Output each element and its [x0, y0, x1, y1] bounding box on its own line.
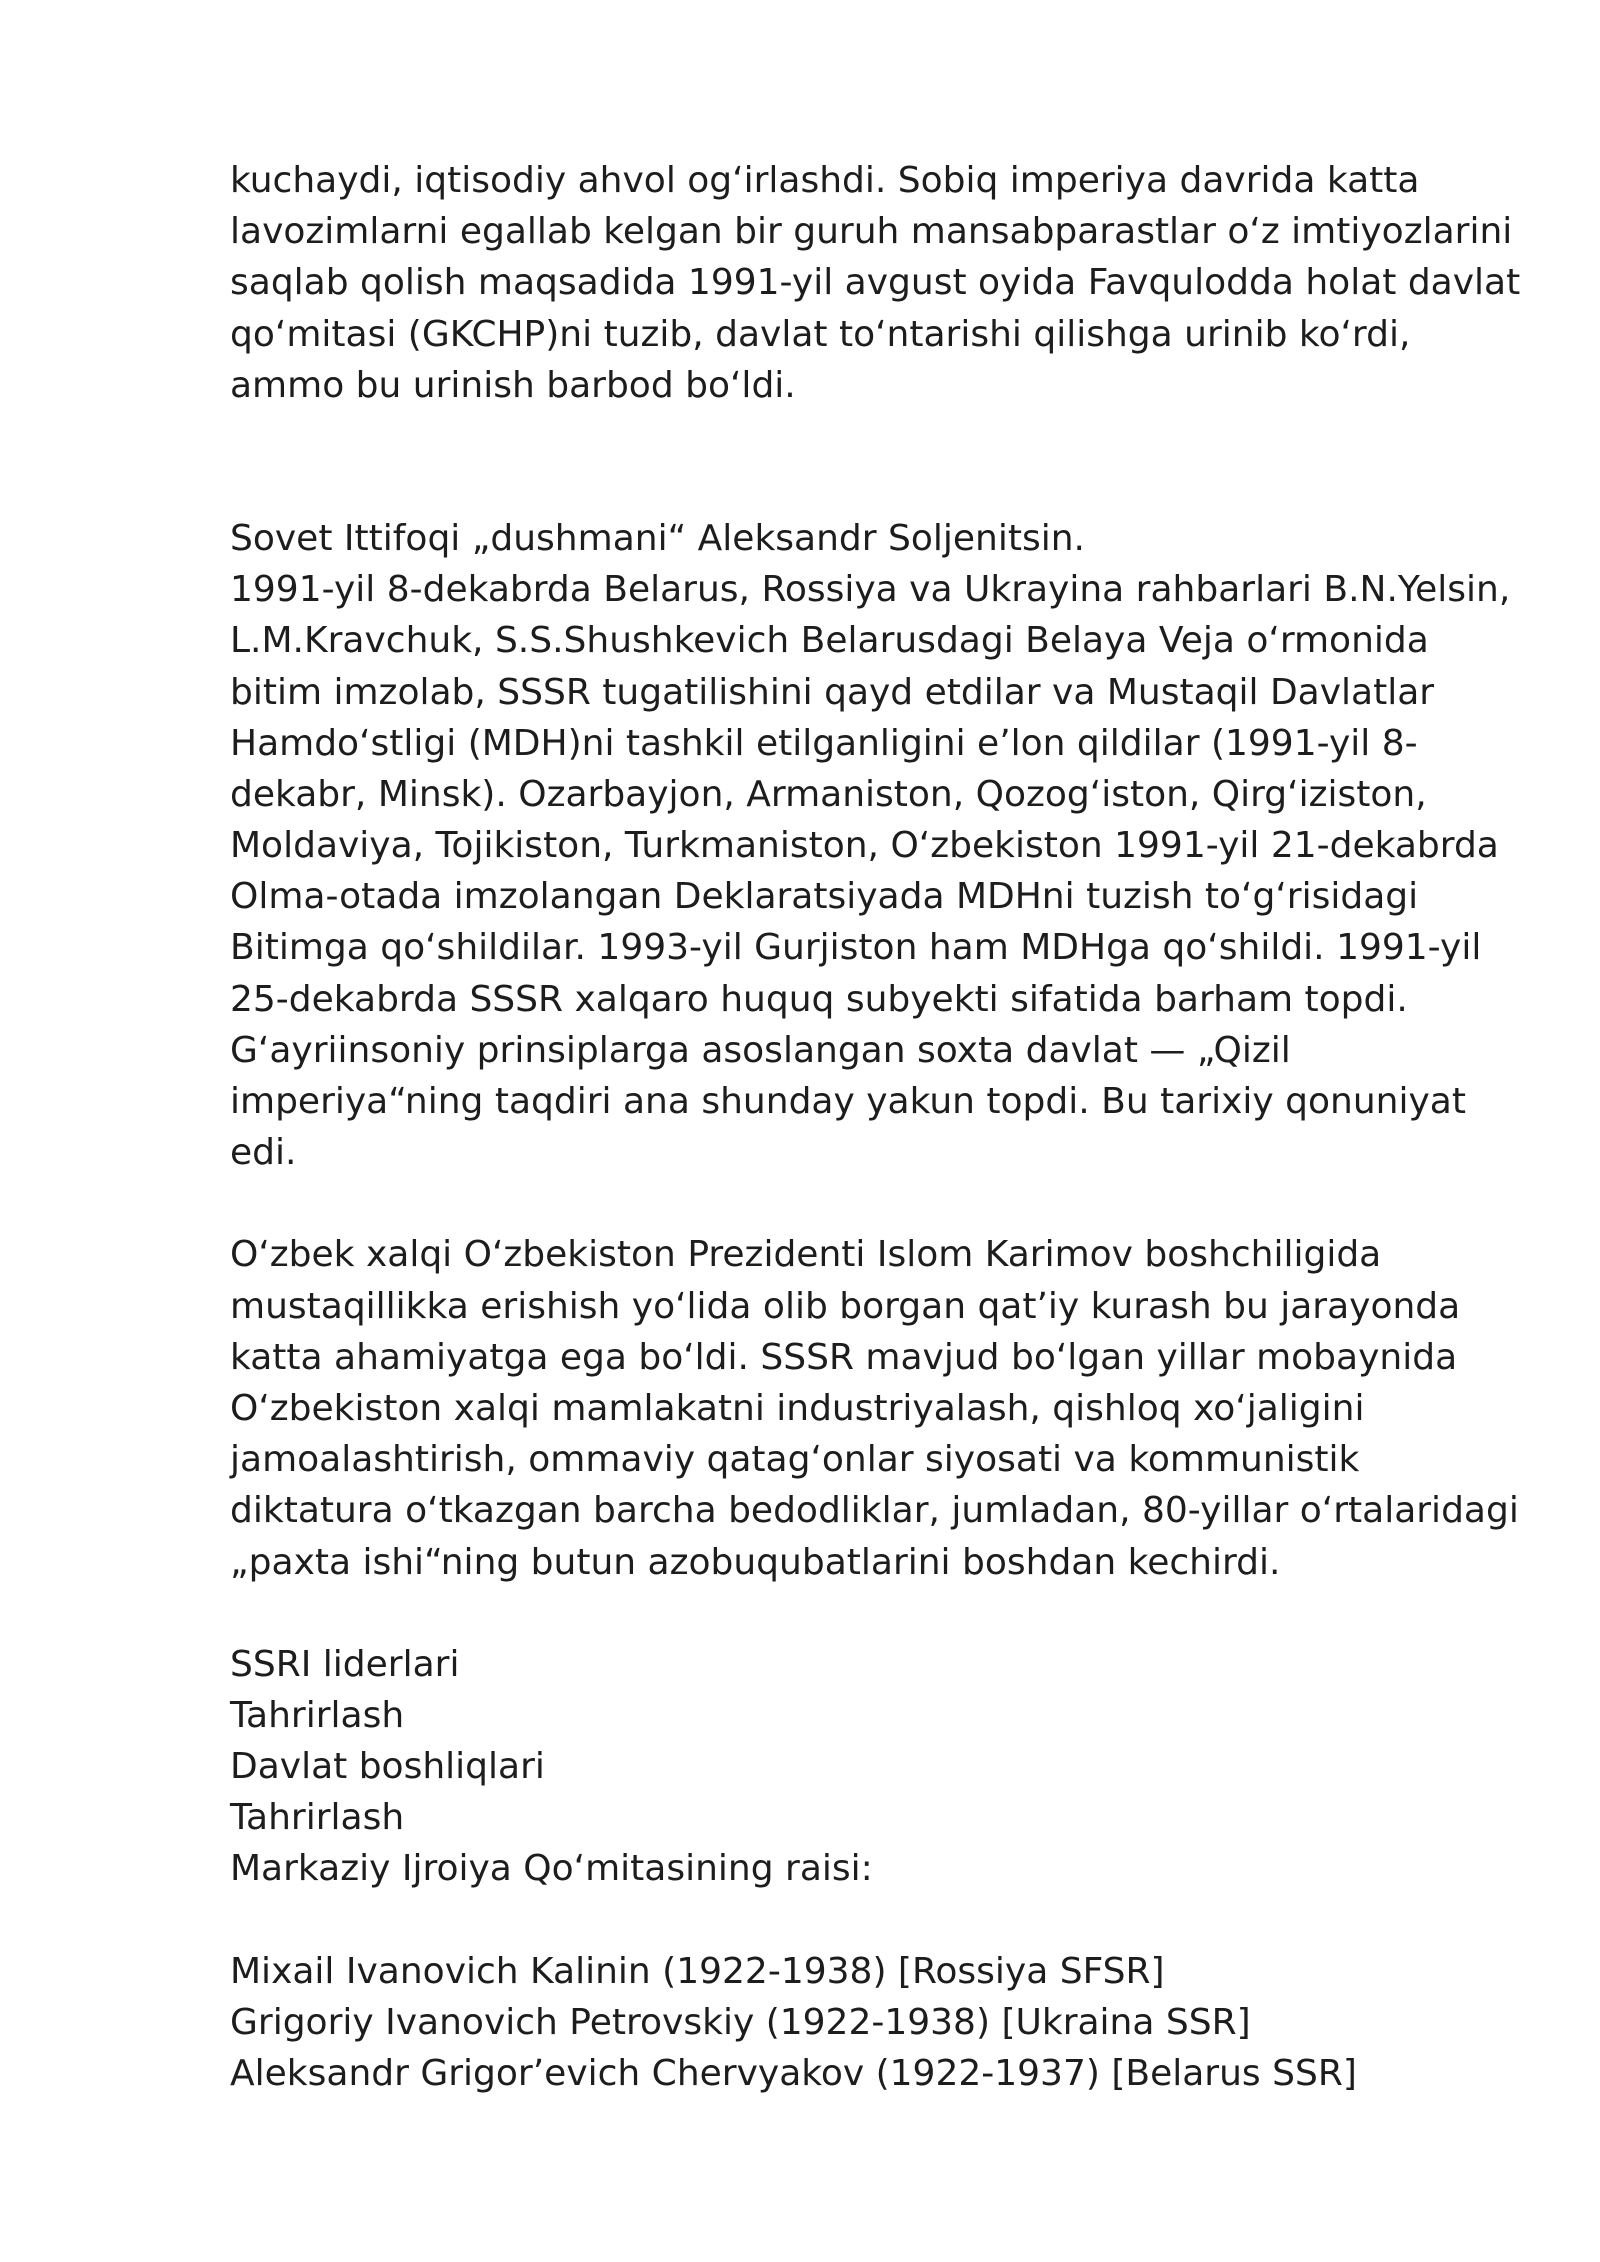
text-line: 1991-yil 8-dekabrda Belarus, Rossiya va Ukrayina rahbarlari B.N.Yelsin, — [230, 569, 1511, 611]
text-line: Gʻayriinsoniy prinsiplarga asoslangan soxta davlat — „Qizil — [230, 1029, 1291, 1071]
text-line: „paxta ishi“ning butun azobuqubatlarini boshdan kechirdi. — [230, 1541, 1281, 1583]
text-line: kuchaydi, iqtisodiy ahvol ogʻirlashdi. Sobiq imperiya davrida katta — [230, 160, 1420, 201]
text-line: edi. — [230, 1132, 297, 1174]
section-heading: SSRI liderlari — [230, 1643, 460, 1685]
text-line: lavozimlarni egallab kelgan bir guruh mansabparastlar oʻz imtiyozlarini — [230, 211, 1513, 253]
text-line: Oʻzbekiston xalqi mamlakatni industriyalash, qishloq xoʻjaligini — [230, 1387, 1365, 1429]
paragraph-spacer — [230, 411, 1520, 513]
section-leaders — [230, 1639, 1520, 1895]
text-line: saqlab qolish maqsadida 1991-yil avgust oyida Favqulodda holat davlat — [230, 262, 1521, 304]
paragraph-ussr-dissolution — [230, 513, 1520, 1178]
paragraph-spacer — [230, 1588, 1520, 1639]
list-item: Mixail Ivanovich Kalinin (1922-1938) [Rossiya SFSR] — [230, 1950, 1165, 1992]
list-item: Aleksandr Grigorʼevich Chervyakov (1922-1937) [Belarus SSR] — [230, 2053, 1357, 2094]
text-line: dekabr, Minsk). Ozarbayjon, Armaniston, Qozogʻiston, Qirgʻiziston, — [230, 773, 1427, 815]
text-line: Sovet Ittifoqi „dushmani“ Aleksandr Soljenitsin. — [230, 517, 1085, 559]
text-line: Olma-otada imzolangan Deklaratsiyada MDHni tuzish toʻgʻrisidagi — [230, 876, 1419, 918]
text-line: mustaqillikka erishish yoʻlida olib borgan qatʼiy kurash bu jarayonda — [230, 1285, 1461, 1327]
edit-label: Tahrirlash — [230, 1694, 405, 1736]
text-line: diktatura oʻtkazgan barcha bedodliklar, jumladan, 80-yillar oʻrtalaridagi — [230, 1490, 1519, 1532]
section-heading: Davlat boshliqlari — [230, 1746, 545, 1788]
text-line: imperiya“ning taqdiri ana shunday yakun topdi. Bu tarixiy qonuniyat — [230, 1081, 1466, 1122]
text-line: L.M.Kravchuk, S.S.Shushkevich Belarusdagi Belaya Veja oʻrmonida — [230, 620, 1429, 662]
section-subheading: Markaziy Ijroiya Qoʻmitasining raisi: — [230, 1848, 873, 1890]
text-line: qoʻmitasi (GKCHP)ni tuzib, davlat toʻntarishi qilishga urinib koʻrdi, — [230, 313, 1411, 355]
document-page — [230, 155, 1520, 2099]
paragraph-gkchp — [230, 155, 1520, 411]
list-item: Grigoriy Ivanovich Petrovskiy (1922-1938) [Ukraina SSR] — [230, 2001, 1251, 2043]
text-line: Oʻzbek xalqi Oʻzbekiston Prezidenti Islom Karimov boshchiligida — [230, 1234, 1382, 1276]
text-line: katta ahamiyatga ega boʻldi. SSSR mavjud boʻlgan yillar mobaynida — [230, 1336, 1458, 1378]
text-line: Bitimga qoʻshildilar. 1993-yil Gurjiston ham MDHga qoʻshildi. 1991-yil — [230, 927, 1482, 969]
leaders-list — [230, 1946, 1520, 2100]
text-line: Hamdoʻstligi (MDH)ni tashkil etilganligini eʼlon qildilar (1991-yil 8- — [230, 722, 1418, 764]
text-line: Moldaviya, Tojikiston, Turkmaniston, Oʻzbekiston 1991-yil 21-dekabrda — [230, 825, 1499, 867]
text-line: jamoalashtirish, ommaviy qatagʻonlar siyosati va kommunistik — [230, 1439, 1360, 1481]
paragraph-spacer — [230, 1178, 1520, 1229]
text-line: 25-dekabrda SSSR xalqaro huquq subyekti sifatida barham topdi. — [230, 978, 1408, 1020]
paragraph-uzbek-people — [230, 1229, 1520, 1587]
edit-label: Tahrirlash — [230, 1797, 405, 1839]
paragraph-spacer — [230, 1895, 1520, 1946]
text-line: ammo bu urinish barbod boʻldi. — [230, 364, 796, 406]
text-line: bitim imzolab, SSSR tugatilishini qayd etdilar va Mustaqil Davlatlar — [230, 671, 1435, 713]
